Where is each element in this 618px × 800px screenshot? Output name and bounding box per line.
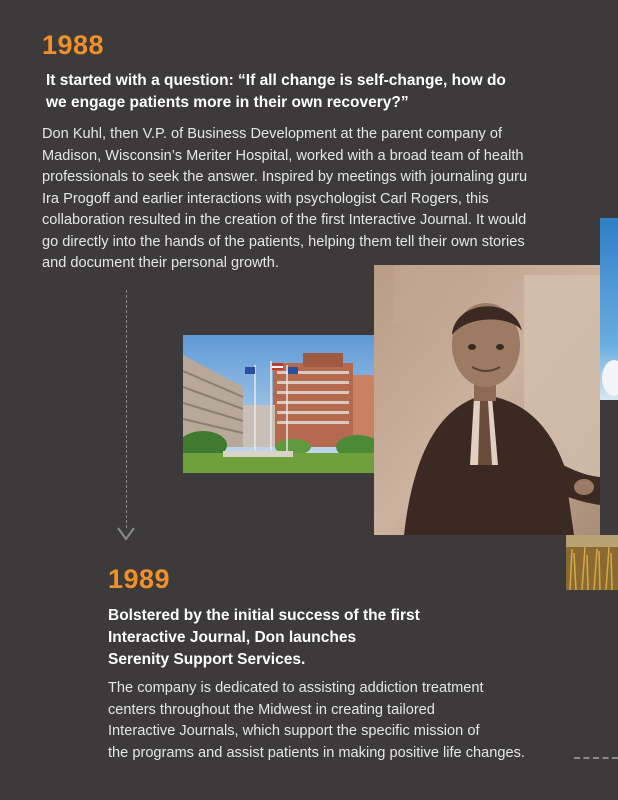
timeline-vertical-line — [126, 290, 127, 528]
body-1989-line-1: The company is dedicated to assisting addiction treatment — [108, 680, 484, 696]
headline-1988-line-2: we engage patients more in their own recovery?” — [46, 94, 409, 111]
year-1988: 1988 — [42, 30, 105, 60]
body-1989-line-4: the programs and assist patients in making positive life changes. — [108, 744, 525, 761]
hospital-photo — [183, 335, 376, 473]
year-1989: 1989 — [108, 564, 171, 594]
headline-1989-line-2: Interactive Journal, Don launches — [108, 629, 357, 646]
body-1988-line-2: Madison, Wisconsin’s Meriter Hospital, worked with a broad team of health — [42, 147, 524, 164]
headline-1989-line-1: Bolstered by the initial success of the first — [108, 607, 420, 624]
sky-photo — [600, 218, 618, 400]
body-1989-line-3: Interactive Journals, which support the specific mission of — [108, 723, 480, 739]
body-1988-line-3: professionals to seek the answer. Inspired by meetings with journaling guru — [42, 169, 528, 185]
portrait-photo — [374, 265, 600, 535]
timeline-horizontal-line — [574, 757, 618, 759]
body-1988-line-1: Don Kuhl, then V.P. of Business Development at the parent company of — [42, 126, 502, 142]
body-1988-line-7: and document their personal growth. — [42, 255, 279, 271]
headline-1988-line-1: It started with a question: “If all change is self-change, how do — [46, 72, 506, 89]
body-1988-line-6: go directly into the hands of the patients, helping them tell their own stories — [42, 233, 525, 250]
headline-1989 — [108, 605, 528, 671]
body-1988-line-4: Ira Progoff and earlier interactions with psychologist Carl Rogers, this — [42, 190, 489, 207]
arrow-down-icon — [117, 527, 135, 541]
headline-1988 — [46, 70, 606, 114]
headline-1989-line-3: Serenity Support Services. — [108, 651, 306, 668]
body-1989 — [108, 678, 578, 764]
body-1989-line-2: centers throughout the Midwest in creating tailored — [108, 701, 435, 718]
grass-photo — [566, 535, 618, 590]
body-1988 — [42, 124, 612, 275]
body-1988-line-5: collaboration resulted in the creation of the first Interactive Journal. It would — [42, 212, 527, 228]
